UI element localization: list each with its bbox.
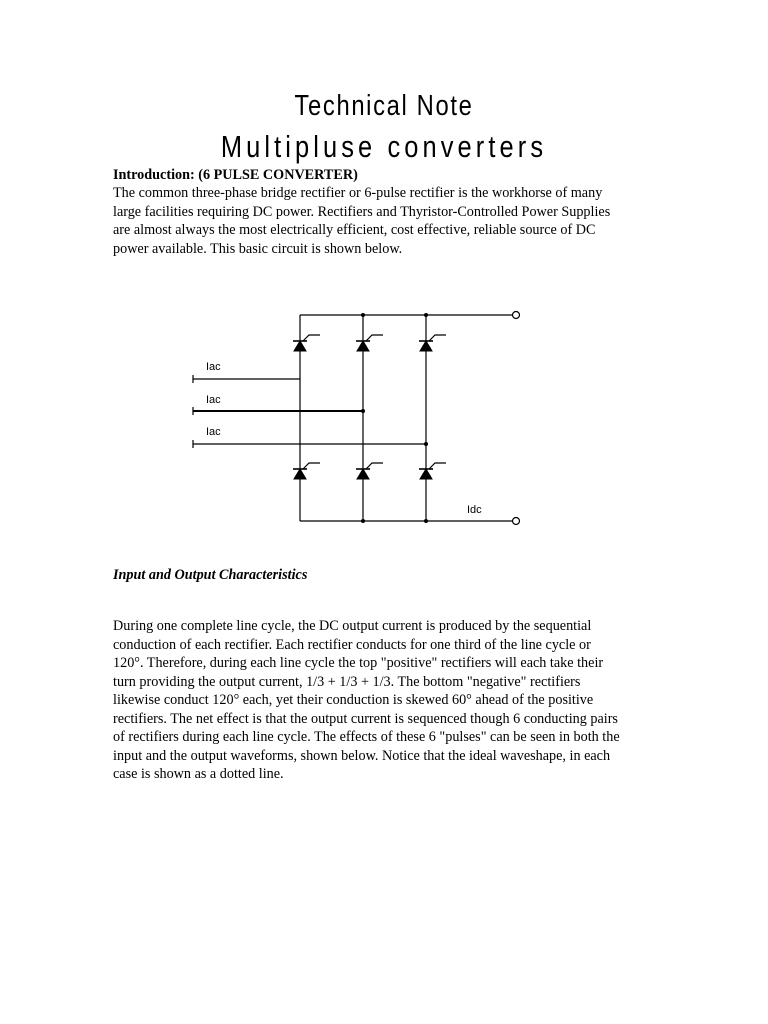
characteristics-paragraph	[113, 617, 673, 784]
junction-dot	[361, 409, 365, 413]
page-title-line1: Technical Note	[294, 90, 474, 122]
thyristor-upper-3	[419, 335, 446, 351]
paragraph-line: rectifiers. The net effect is that the output current is sequenced though 6 conducting pairs	[113, 710, 618, 727]
iac-label-1: Iac	[206, 361, 221, 373]
paragraph-line: During one complete line cycle, the DC output current is produced by the sequential	[113, 618, 592, 634]
paragraph-line: power available. This basic circuit is shown below.	[113, 240, 403, 257]
paragraph-line: turn providing the output current, 1/3 + 1/3 + 1/3. The bottom "negative" rectifiers	[113, 673, 581, 690]
paragraph-line: are almost always the most electrically efficient, cost effective, reliable source of DC	[113, 222, 596, 238]
paragraph-line: likewise conduct 120° each, yet their conduction is skewed 60° ahead of the positive	[113, 692, 594, 708]
paragraph-line: case is shown as a dotted line.	[113, 766, 284, 782]
page-title-line2: Multipluse converters	[220, 129, 548, 164]
junction-dot	[424, 313, 428, 317]
paragraph-line: large facilities requiring DC power. Rectifiers and Thyristor-Controlled Power Supplies	[113, 203, 611, 220]
paragraph-line: conduction of each rectifier. Each rectifier conducts for one third of the line cycle or	[113, 636, 591, 653]
negative-output-terminal	[513, 518, 520, 525]
section-heading: Input and Output Characteristics	[113, 567, 308, 583]
junction-dot	[424, 519, 428, 523]
thyristor-upper-2	[356, 335, 383, 351]
thyristor-lower-1	[293, 463, 320, 479]
thyristor-upper-1	[293, 335, 320, 351]
introduction-heading: Introduction: (6 PULSE CONVERTER)	[113, 167, 358, 183]
thyristor-lower-2	[356, 463, 383, 479]
paragraph-line: input and the output waveforms, shown below. Notice that the ideal waveshape, in each	[113, 747, 611, 764]
paragraph-line: 120°. Therefore, during each line cycle the top "positive" rectifiers will each take their	[113, 655, 604, 671]
junction-dot	[361, 313, 365, 317]
positive-output-terminal	[513, 312, 520, 319]
iac-label-3: Iac	[206, 426, 221, 438]
junction-dot	[361, 519, 365, 523]
iac-label-2: Iac	[206, 394, 221, 406]
idc-label: Idc	[467, 504, 482, 516]
paragraph-line: of rectifiers during each line cycle. The effects of these 6 "pulses" can be seen in both the	[113, 729, 620, 745]
junction-dot	[424, 442, 428, 446]
thyristor-lower-3	[419, 463, 446, 479]
paragraph-line: The common three-phase bridge rectifier or 6-pulse rectifier is the workhorse of many	[113, 185, 603, 201]
